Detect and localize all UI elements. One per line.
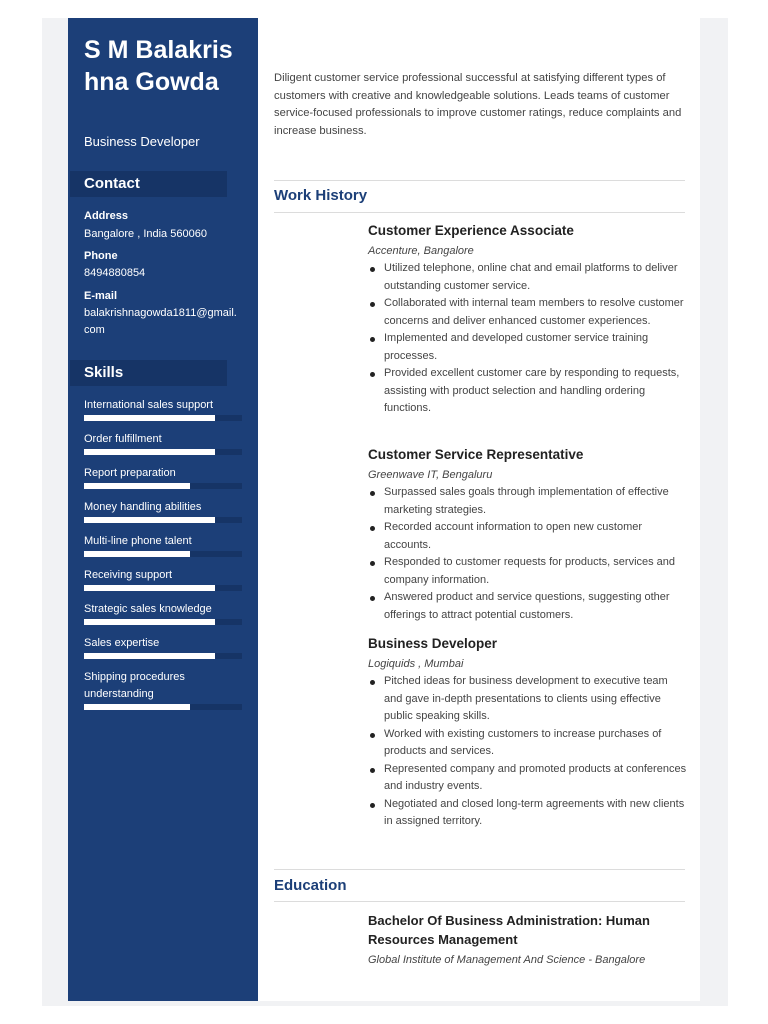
job-bullet: Responded to customer requests for products, services and company information. (368, 554, 688, 589)
skill-label: Receiving support (84, 569, 173, 581)
skill-bar (84, 619, 242, 625)
job-bullet: Answered product and service questions, suggesting other offerings to attract potential customers. (368, 589, 688, 624)
skill-bar-fill (84, 704, 190, 710)
skill-label: Order fulfillment (84, 433, 162, 445)
degree-major: Human Resources Management (368, 913, 650, 947)
address-label: Address (84, 210, 129, 222)
divider (274, 901, 685, 902)
work-history-heading: Work History (274, 187, 368, 204)
email-value: balakrishnagowda1811@gmail.com (84, 307, 237, 336)
degree-separator: : (597, 913, 606, 928)
contact-heading: Contact (70, 171, 227, 197)
job-bullet: Represented company and promoted products at conferences and industry events. (368, 761, 688, 796)
job-title: Customer Experience Associate (368, 223, 574, 238)
skill-bar-fill (84, 551, 190, 557)
skill-bar (84, 483, 242, 489)
skill-bar (84, 653, 242, 659)
skill-bar-fill (84, 415, 215, 421)
phone-value: 8494880854 (84, 267, 146, 279)
skill-item (84, 465, 242, 489)
skill-label: Money handling abilities (84, 501, 202, 513)
skill-item (84, 635, 242, 659)
skill-bar-fill (84, 619, 215, 625)
professional-summary: Diligent customer service professional successful at satisfying different types of customers with creative and knowledgeable solutions. Leads teams of customer service-focused professionals to improve customer ratings, reduce complaints and increase business. (274, 72, 682, 137)
skill-item (84, 601, 242, 625)
job-entry (368, 222, 688, 418)
skill-label: International sales support (84, 399, 214, 411)
candidate-title: Business Developer (84, 134, 200, 149)
job-bullet: Implemented and developed customer service training processes. (368, 330, 688, 365)
phone-label: Phone (84, 250, 118, 262)
skill-bar (84, 704, 242, 710)
job-title: Business Developer (368, 636, 498, 651)
job-company: Logiquids , Mumbai (368, 658, 464, 670)
job-company: Accenture, Bangalore (368, 245, 474, 257)
divider (274, 212, 685, 213)
job-entry (368, 446, 688, 624)
skill-item (84, 499, 242, 523)
email-label: E-mail (84, 290, 118, 302)
job-title: Customer Service Representative (368, 447, 584, 462)
skill-bar (84, 517, 242, 523)
job-bullet: Recorded account information to open new customer accounts. (368, 519, 688, 554)
job-bullets (368, 673, 688, 831)
candidate-name: S M Balakrishna Gowda (84, 36, 233, 96)
divider (274, 869, 685, 870)
skill-bar-fill (84, 653, 215, 659)
skill-item (84, 397, 242, 421)
job-bullet: Negotiated and closed long-term agreements with new clients in assigned territory. (368, 796, 688, 831)
skill-label: Report preparation (84, 467, 176, 479)
job-entry (368, 635, 688, 831)
skill-label: Multi-line phone talent (84, 535, 192, 547)
divider (274, 180, 685, 181)
address-value: Bangalore , India 560060 (84, 228, 207, 240)
education-school: Global Institute of Management And Science - Bangalore (368, 954, 646, 966)
skill-bar (84, 551, 242, 557)
degree-name: Bachelor Of Business Administration (368, 913, 598, 928)
skill-item (84, 533, 242, 557)
skill-label: Strategic sales knowledge (84, 603, 212, 615)
skill-bar-fill (84, 483, 190, 489)
job-bullet: Provided excellent customer care by responding to requests, assisting with product selection and handling ordering functions. (368, 365, 688, 418)
skill-item (84, 431, 242, 455)
skill-bar-fill (84, 517, 215, 523)
skill-bar (84, 585, 242, 591)
skill-bar-fill (84, 585, 215, 591)
job-bullet: Surpassed sales goals through implementation of effective marketing strategies. (368, 484, 688, 519)
job-bullet: Worked with existing customers to increase purchases of products and services. (368, 726, 688, 761)
skill-bar (84, 415, 242, 421)
skill-bar (84, 449, 242, 455)
job-bullet: Utilized telephone, online chat and email platforms to deliver outstanding customer service. (368, 260, 688, 295)
skill-label: Shipping procedures understanding (84, 671, 185, 700)
skill-bar-fill (84, 449, 215, 455)
skill-item (84, 567, 242, 591)
job-bullets (368, 484, 688, 624)
education-entry (368, 911, 688, 969)
skill-item (84, 669, 242, 710)
job-bullet: Collaborated with internal team members to resolve customer concerns and deliver enhanced customer experiences. (368, 295, 688, 330)
job-bullets (368, 260, 688, 418)
skill-label: Sales expertise (84, 637, 160, 649)
skills-heading: Skills (70, 360, 227, 386)
education-degree (368, 911, 688, 949)
job-bullet: Pitched ideas for business development to executive team and gave in-depth presentations to clients using effective public speaking skills. (368, 673, 688, 726)
education-heading: Education (274, 877, 347, 894)
job-company: Greenwave IT, Bengaluru (368, 469, 493, 481)
